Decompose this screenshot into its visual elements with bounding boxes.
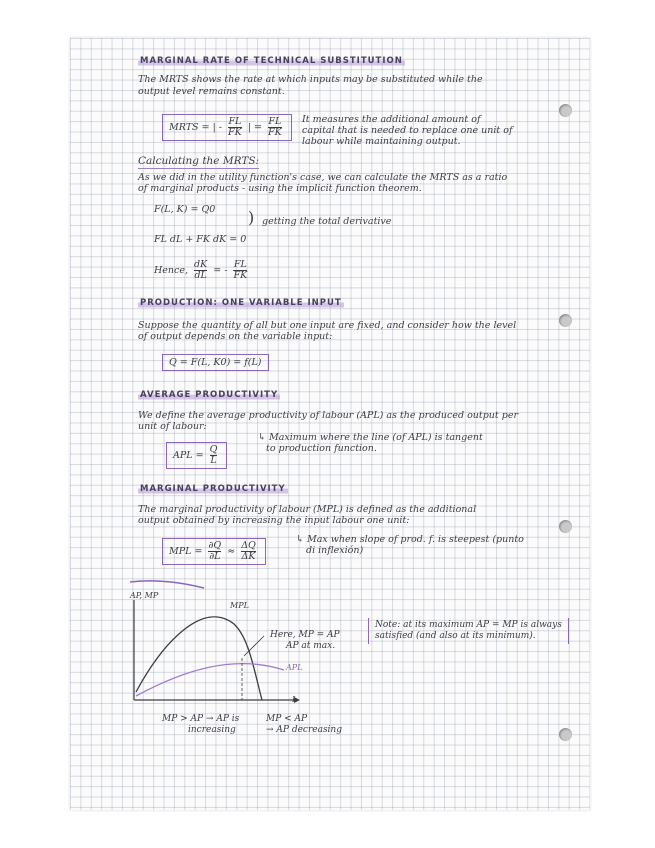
mrts-intro-line1: The MRTS shows the rate at which inputs may be substituted while the bbox=[138, 74, 483, 85]
graph-cross-label-line1: Here, MP = AP bbox=[270, 630, 340, 640]
graph-mp-label: MPL bbox=[230, 601, 249, 610]
graph-bracket bbox=[130, 581, 204, 588]
calc-line2: of marginal products - using the implicit function theorem. bbox=[138, 183, 422, 194]
mrts-heading: MARGINAL RATE OF TECHNICAL SUBSTITUTION bbox=[140, 56, 403, 66]
production-line2: of output depends on the variable input: bbox=[138, 331, 333, 342]
graph-ap-label: APL bbox=[286, 663, 303, 672]
punch-hole bbox=[559, 104, 572, 117]
production-heading: PRODUCTION: ONE VARIABLE INPUT bbox=[140, 298, 342, 308]
graph-cross-label-line2: AP at max. bbox=[286, 641, 336, 651]
punch-hole bbox=[559, 728, 572, 741]
average-formula-box: APL = $\frac{Q}{L}$ bbox=[166, 442, 227, 469]
average-note-line2: to production function. bbox=[266, 443, 377, 454]
calc-line1: As we did in the utility function's case, we can calculate the MRTS as a ratio bbox=[138, 172, 508, 183]
mrts-intro-line2: output level remains constant. bbox=[138, 86, 285, 97]
marginal-line1: The marginal productivity of labour (MPL) is defined as the additional bbox=[138, 504, 477, 515]
production-formula-box: Q = F(L, K0) = f(L) bbox=[162, 354, 269, 371]
hence-row: Hence, $\frac{dK}{dL}$ = - $\frac{FL}{FK}$ bbox=[154, 259, 248, 281]
mrts-note-line2: capital that is needed to replace one unit of bbox=[302, 125, 513, 136]
marginal-note-line2: di inflexión) bbox=[306, 545, 364, 556]
marginal-line2: output obtained by increasing the input labour one unit: bbox=[138, 515, 410, 526]
mrts-formula-box: MRTS = | - $\frac{FL}{FK}$ | = $\frac{FL}{FK}$ bbox=[162, 114, 292, 141]
marginal-note-line1: ↳ Max when slope of prod. f. is steepest (punto bbox=[296, 534, 524, 545]
right-region-line1: MP < AP bbox=[266, 714, 308, 724]
graph-x-label: L bbox=[292, 695, 298, 704]
mp-curve bbox=[136, 617, 262, 700]
left-region-line1: MP > AP → AP is bbox=[162, 714, 240, 724]
eq1: F(L, K) = Q0 bbox=[154, 204, 216, 215]
marginal-formula-box: MPL = $\frac{\partial Q}{\partial L}$ ≈ $\frac{\Delta Q}{\Delta K}$ bbox=[162, 538, 266, 565]
mrts-frac2: $\frac{FL}{FK}$ bbox=[268, 116, 282, 138]
average-line1: We define the average productivity of labour (APL) as the produced output per bbox=[138, 410, 519, 421]
marginal-heading: MARGINAL PRODUCTIVITY bbox=[140, 484, 286, 494]
right-region-line2: → AP decreasing bbox=[266, 725, 342, 735]
punch-hole bbox=[559, 520, 572, 533]
side-note: Note: at its maximum AP = MP is always satisfied (and also at its minimum). bbox=[368, 618, 569, 644]
graph-y-label: AP, MP bbox=[130, 591, 159, 600]
ap-curve bbox=[136, 664, 284, 696]
notebook-page bbox=[70, 38, 590, 810]
punch-hole bbox=[559, 314, 572, 327]
mrts-frac1: $\frac{FL}{FK}$ bbox=[228, 116, 242, 138]
eq2: FL dL + FK dK = 0 bbox=[154, 234, 247, 245]
mrts-formula-lhs: MRTS = bbox=[169, 122, 210, 133]
production-line1: Suppose the quantity of all but one input are fixed, and consider how the level bbox=[138, 320, 517, 331]
brace: ) bbox=[248, 208, 255, 227]
average-line2: unit of labour: bbox=[138, 421, 207, 432]
mrts-note-line1: It measures the additional amount of bbox=[302, 114, 481, 125]
calc-heading: Calculating the MRTS: bbox=[138, 155, 260, 167]
average-heading: AVERAGE PRODUCTIVITY bbox=[140, 390, 279, 400]
average-note-line1: ↳ Maximum where the line (of APL) is tangent bbox=[258, 432, 483, 443]
left-region-line2: increasing bbox=[188, 725, 236, 735]
eq-note: getting the total derivative bbox=[262, 216, 392, 227]
mrts-note-line3: labour while maintaining output. bbox=[302, 136, 461, 147]
